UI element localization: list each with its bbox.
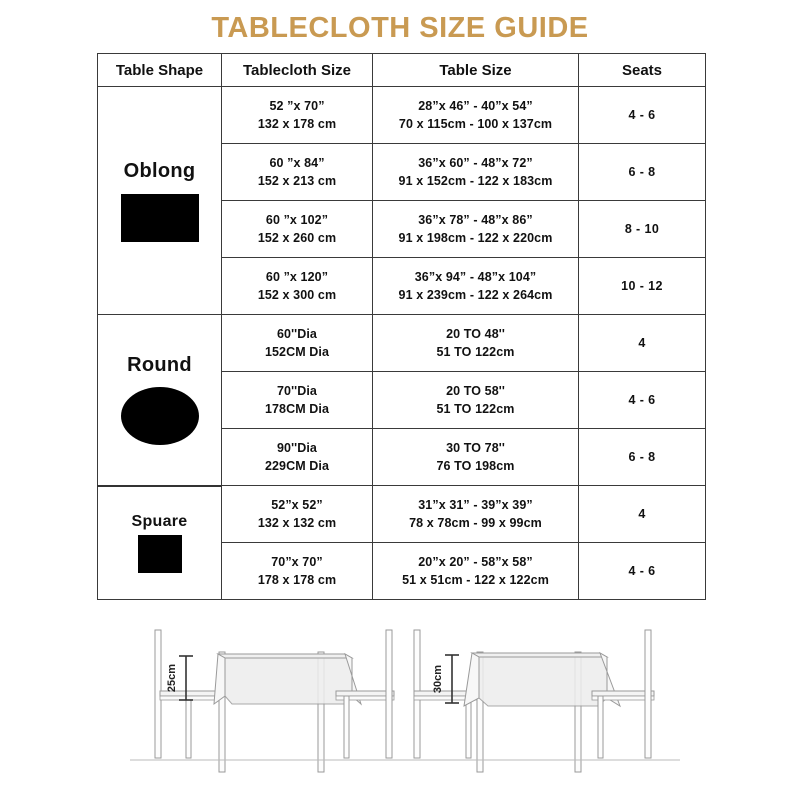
table-size-cm: 70 x 115cm - 100 x 137cm: [398, 117, 553, 131]
chair-back-post: [645, 630, 651, 758]
tablecloth-size-cm: 152CM Dia: [264, 345, 330, 359]
tablecloth-drape-body: [479, 657, 607, 706]
seats-cell: 4 - 6: [579, 543, 706, 600]
shape-label: Round: [127, 354, 192, 377]
tablecloth-size-cm: 178CM Dia: [264, 402, 330, 416]
table-size-cm: 91 x 239cm - 122 x 264cm: [398, 288, 553, 302]
tablecloth-size-cell: [222, 201, 373, 258]
chair-seat: [336, 691, 394, 696]
table-size-cm: 91 x 198cm - 122 x 220cm: [398, 231, 553, 245]
tablecloth-size-cell: [222, 144, 373, 201]
table-size-cell: [373, 258, 579, 315]
table-size-inches: 28”x 46” - 40”x 54”: [418, 98, 533, 113]
chair-leg: [186, 696, 191, 758]
table-size-inches: 20”x 20” - 58”x 58”: [418, 554, 533, 569]
chair-back-post: [386, 630, 392, 758]
drop-scene-left: [155, 630, 394, 772]
tablecloth-size-inches: 60 ”x 84”: [269, 155, 325, 170]
table-size-cm: 51 x 51cm - 122 x 122cm: [402, 573, 549, 587]
table-size-cell: [373, 486, 579, 543]
table-size-cm: 76 TO 198cm: [436, 459, 515, 473]
shape-label: Oblong: [123, 159, 196, 182]
table-header-row: [98, 54, 706, 87]
tablecloth-size-cm: 229CM Dia: [264, 459, 330, 473]
tablecloth-size-cell: [222, 429, 373, 486]
tablecloth-left-corner-fall: [464, 653, 479, 706]
table-size-cell: [373, 315, 579, 372]
tablecloth-size-cell: [222, 87, 373, 144]
table-size-cell: [373, 372, 579, 429]
tablecloth-top-edge: [218, 654, 352, 658]
table-size-cell: [373, 429, 579, 486]
tablecloth-drape-body: [225, 658, 352, 704]
seats-cell: 4: [579, 315, 706, 372]
tablecloth-size-inches: 70”x 70”: [271, 554, 323, 569]
tablecloth-size-table: [97, 53, 706, 600]
table-size-cell: [373, 87, 579, 144]
chair-leg: [344, 696, 349, 758]
tablecloth-size-inches: 70''Dia: [276, 383, 317, 398]
shape-cell-oblong: [98, 87, 222, 315]
table-size-cm: 51 TO 122cm: [436, 345, 515, 359]
shape-cell-square: [98, 486, 222, 600]
seats-cell: 4 - 6: [579, 87, 706, 144]
table-size-cell: [373, 144, 579, 201]
column-header-table-size: Table Size: [373, 54, 579, 87]
table-size-inches: 36”x 94” - 48”x 104”: [414, 269, 537, 284]
tablecloth-top-edge: [472, 653, 607, 657]
rectangle-shape-icon: [121, 194, 199, 242]
ellipse-shape-icon: [121, 387, 199, 445]
table-size-inches: 30 TO 78'': [446, 440, 505, 455]
column-header-table-shape: Table Shape: [98, 54, 222, 87]
seats-cell: 4: [579, 486, 706, 543]
tablecloth-size-inches: 60''Dia: [276, 326, 317, 341]
tablecloth-size-cell: [222, 372, 373, 429]
tablecloth-size-cm: 132 x 178 cm: [257, 117, 337, 131]
table-size-inches: 36”x 78” - 48”x 86”: [418, 212, 533, 227]
tablecloth-size-cell: [222, 486, 373, 543]
table-size-inches: 36”x 60” - 48”x 72”: [418, 155, 533, 170]
tablecloth-size-inches: 90''Dia: [276, 440, 317, 455]
column-header-seats: Seats: [579, 54, 706, 87]
tablecloth-size-cm: 152 x 300 cm: [257, 288, 337, 302]
tablecloth-size-cm: 152 x 260 cm: [257, 231, 337, 245]
chair-leg: [466, 696, 471, 758]
tablecloth-size-inches: 60 ”x 102”: [265, 212, 329, 227]
shape-cell-round: [98, 315, 222, 486]
table-size-cm: 51 TO 122cm: [436, 402, 515, 416]
table-size-inches: 20 TO 48'': [446, 326, 505, 341]
chair-leg: [598, 696, 603, 758]
tablecloth-left-corner-fall: [214, 654, 225, 704]
square-shape-icon: [138, 535, 182, 573]
tablecloth-size-inches: 52 ”x 70”: [269, 98, 325, 113]
tablecloth-size-cm: 178 x 178 cm: [257, 573, 337, 587]
seats-cell: 6 - 8: [579, 144, 706, 201]
tablecloth-size-cell: [222, 543, 373, 600]
drop-label-left: 25cm: [166, 663, 178, 693]
seats-cell: 8 - 10: [579, 201, 706, 258]
table-row: [98, 87, 706, 144]
seats-cell: 6 - 8: [579, 429, 706, 486]
drop-label-right: 30cm: [432, 664, 444, 694]
tablecloth-drop-illustration: [0, 608, 800, 788]
drop-scene-right: [414, 630, 654, 772]
table-size-inches: 31”x 31” - 39”x 39”: [418, 497, 533, 512]
table-row: [98, 315, 706, 372]
column-header-tablecloth-size: Tablecloth Size: [222, 54, 373, 87]
seats-cell: 10 - 12: [579, 258, 706, 315]
table-row: [98, 486, 706, 543]
tablecloth-size-inches: 60 ”x 120”: [265, 269, 329, 284]
tablecloth-size-cm: 152 x 213 cm: [257, 174, 337, 188]
table-size-cell: [373, 543, 579, 600]
seats-cell: 4 - 6: [579, 372, 706, 429]
shape-label: Spuare: [131, 512, 188, 530]
table-size-cell: [373, 201, 579, 258]
tablecloth-size-cell: [222, 258, 373, 315]
table-size-inches: 20 TO 58'': [446, 383, 505, 398]
tablecloth-size-cell: [222, 315, 373, 372]
table-size-cm: 78 x 78cm - 99 x 99cm: [409, 516, 542, 530]
tablecloth-size-cm: 132 x 132 cm: [257, 516, 337, 530]
page-title: TABLECLOTH SIZE GUIDE: [211, 12, 589, 44]
table-size-cm: 91 x 152cm - 122 x 183cm: [398, 174, 553, 188]
tablecloth-size-inches: 52”x 52”: [271, 497, 323, 512]
